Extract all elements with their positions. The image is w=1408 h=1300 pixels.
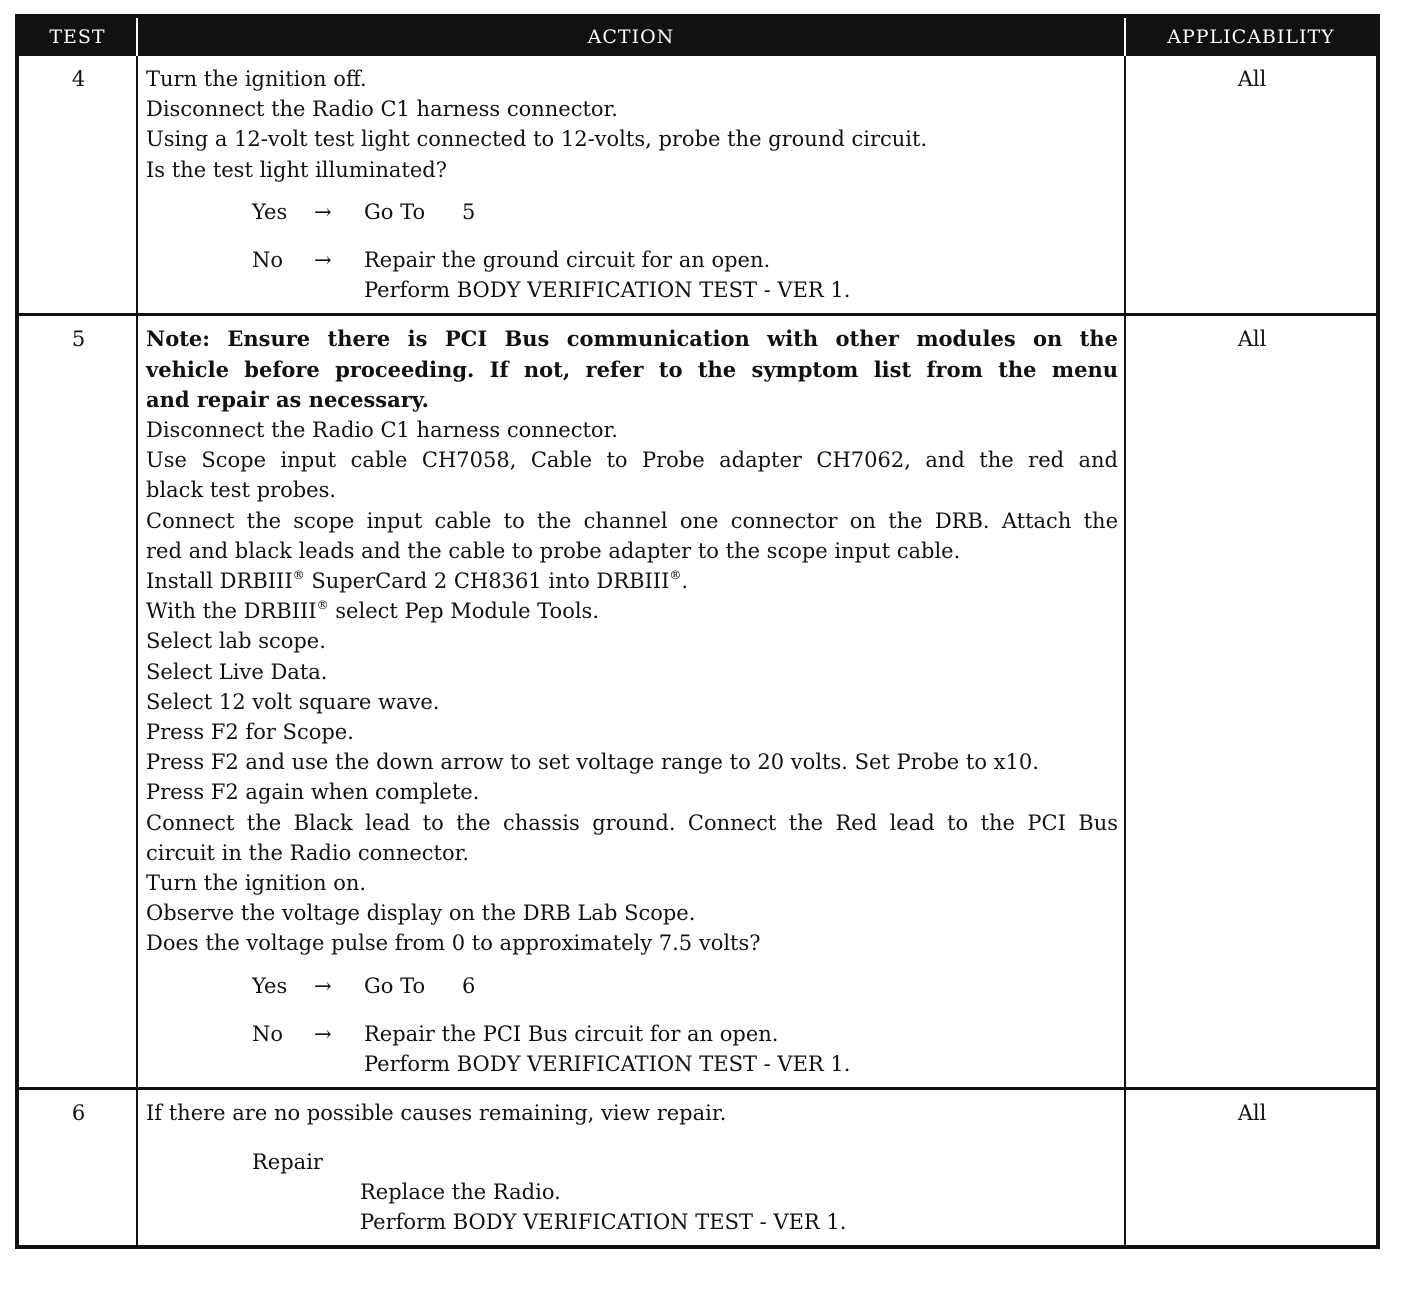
diagnostic-test-table <box>19 18 1376 1245</box>
action-line: Disconnect the Radio C1 harness connector. <box>146 418 618 443</box>
right-arrow-icon: → <box>314 248 332 273</box>
decision-branches <box>252 197 1118 306</box>
action-steps <box>146 324 1118 958</box>
no-branch <box>252 245 1118 305</box>
no-label: No <box>252 248 284 273</box>
table-row-test-4 <box>19 56 1376 315</box>
go-to-label: Go To <box>364 973 426 998</box>
registered-mark: ® <box>292 568 305 583</box>
column-header-test: TEST <box>19 18 137 56</box>
action-line: Select lab scope. <box>146 629 326 654</box>
action-line: Install DRBIII® SuperCard 2 CH8361 into DRBIII®. <box>146 568 689 594</box>
go-to-target: 6 <box>462 973 476 998</box>
test-number: 5 <box>19 315 137 1089</box>
note-line: vehicle before proceeding. If not, refer to the symptom list from the menu <box>146 356 1118 382</box>
yes-label: Yes <box>252 973 288 998</box>
action-line: Select 12 volt square wave. <box>146 689 440 714</box>
repair-block <box>252 1147 1118 1238</box>
yes-result <box>364 197 1118 227</box>
test-number: 4 <box>71 67 86 91</box>
action-line: Turn the ignition on. <box>146 871 367 896</box>
action-line: black test probes. <box>146 478 337 503</box>
repair-label: Repair <box>252 1149 323 1174</box>
note-line: and repair as necessary. <box>146 386 429 412</box>
no-result <box>364 1019 1118 1079</box>
diagnostic-table-frame <box>15 14 1380 1249</box>
no-result-line: Perform BODY VERIFICATION TEST - VER 1. <box>364 1052 851 1077</box>
action-line: Is the test light illuminated? <box>146 157 448 182</box>
action-line: With the DRBIII® select Pep Module Tools. <box>146 598 600 624</box>
action-line: Connect the scope input cable to the channel one connector on the DRB. Attach the <box>146 508 1118 533</box>
go-to-target: 5 <box>462 199 476 224</box>
note-line: Note: Ensure there is PCI Bus communication with other modules on the <box>146 326 1118 352</box>
action-line: red and black leads and the cable to probe adapter to the scope input cable. <box>146 538 961 563</box>
table-row-test-5 <box>19 315 1376 1089</box>
yes-branch <box>252 971 1118 1001</box>
no-branch <box>252 1019 1118 1079</box>
action-line: If there are no possible causes remaining, view repair. <box>146 1101 727 1126</box>
action-cell <box>137 56 1125 315</box>
yes-label: Yes <box>252 199 288 224</box>
table-row-test-6 <box>19 1089 1376 1245</box>
registered-mark: ® <box>669 568 682 583</box>
action-line: Connect the Black lead to the chassis ground. Connect the Red lead to the PCI Bus <box>146 810 1118 835</box>
repair-step: Perform BODY VERIFICATION TEST - VER 1. <box>360 1209 847 1234</box>
no-result <box>364 245 1118 305</box>
no-result-line: Repair the PCI Bus circuit for an open. <box>364 1021 779 1046</box>
column-header-applicability: APPLICABILITY <box>1125 18 1376 56</box>
action-cell <box>137 1089 1125 1245</box>
yes-result <box>364 971 1118 1001</box>
no-label: No <box>252 1021 284 1046</box>
action-line: Use Scope input cable CH7058, Cable to Probe adapter CH7062, and the red and <box>146 448 1118 473</box>
no-result-line: Repair the ground circuit for an open. <box>364 248 771 273</box>
repair-steps <box>360 1177 1118 1237</box>
action-steps <box>146 64 1118 185</box>
applicability-cell: All <box>1125 315 1376 1089</box>
action-line: Disconnect the Radio C1 harness connector. <box>146 97 618 122</box>
action-line: Does the voltage pulse from 0 to approximately 7.5 volts? <box>146 931 761 956</box>
action-line: Observe the voltage display on the DRB Lab Scope. <box>146 901 696 926</box>
registered-mark: ® <box>316 598 329 613</box>
table-header-row <box>19 18 1376 56</box>
right-arrow-icon: → <box>314 973 332 998</box>
action-line: Press F2 for Scope. <box>146 720 354 745</box>
action-line: Select Live Data. <box>146 659 328 684</box>
test-number: 6 <box>19 1089 137 1245</box>
action-cell <box>137 315 1125 1089</box>
right-arrow-icon: → <box>314 1021 332 1046</box>
yes-branch <box>252 197 1118 227</box>
action-line: Press F2 and use the down arrow to set voltage range to 20 volts. Set Probe to x10. <box>146 750 1039 775</box>
applicability-cell: All <box>1125 1089 1376 1245</box>
repair-step: Replace the Radio. <box>360 1179 561 1204</box>
go-to-label: Go To <box>364 199 426 224</box>
action-line: circuit in the Radio connector. <box>146 840 470 865</box>
applicability-cell: All <box>1125 56 1376 315</box>
no-result-line: Perform BODY VERIFICATION TEST - VER 1. <box>364 278 851 303</box>
action-line: Press F2 again when complete. <box>146 780 480 805</box>
right-arrow-icon: → <box>314 199 332 224</box>
action-steps <box>146 1098 1118 1128</box>
action-line: Turn the ignition off. <box>146 67 367 91</box>
decision-branches <box>252 971 1118 1080</box>
column-header-action: ACTION <box>137 18 1125 56</box>
action-line: Using a 12-volt test light connected to 12-volts, probe the ground circuit. <box>146 127 928 152</box>
